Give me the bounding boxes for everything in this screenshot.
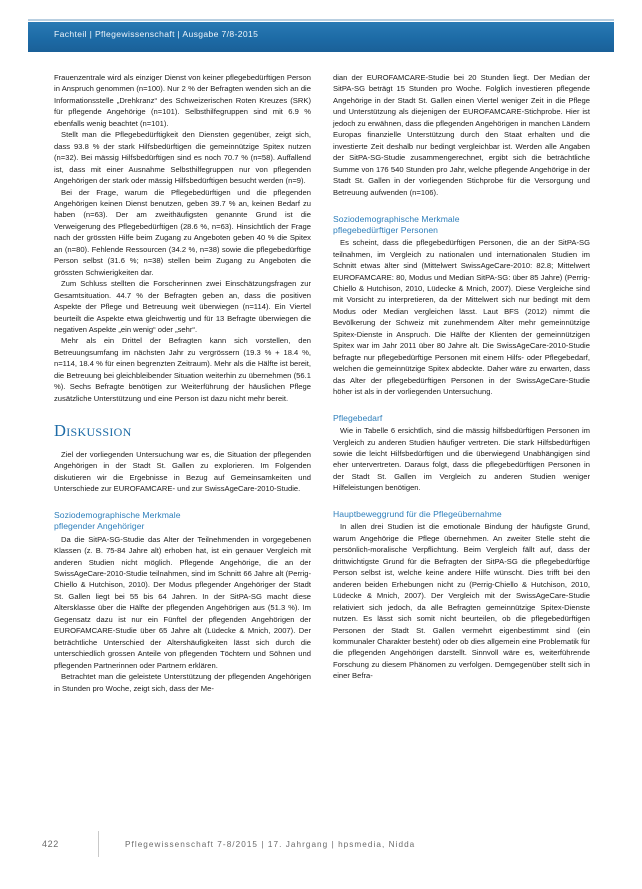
paragraph: Zum Schluss stellten die Forscherinnen zwei Einschätzungsfragen zur Gesamtsituation. 44.7 % der Befragten geben an, dass die positiven Aspekte der Pflege und Betreuung weit überwiegen (n=114). Ein Viertel beurteilt die Aspekte etwa gleichwertig und für 13 Befragte überwiegen die negativen Aspekte „ein wenig“ oder „sehr“. (54, 279, 311, 334)
footer-divider (98, 831, 99, 857)
page-number: 422 (42, 839, 59, 849)
paragraph: Es scheint, dass die pflegebedürftigen Personen, die an der SitPA-SG teilnahmen, im Vergleich zu nationalen und internationalen Studien im Schnitt etwas älter sind (Mittelwert SwissAgeCare-2010: 82.8; Mittelwert EUROFAMCARE: 80, Modus und Median SitPA-SG: über 85 Jahre) (Perrig-Chiello & Hutchison, 2010, Lüdecke & Mnich, 2007). Diese Vergleiche sind mit Vorsicht zu interpretieren, da der Mittelwert sich nur bedingt mit dem Modus oder Median vergleichen lässt. Laut BFS (2012) nimmt die Bevölkerung der Schweiz mit zunehmendem Alter mehr gemeinnützige Spitex-Dienste in Anspruch. Die Hälfte der Klienten der gemeinnützigen Spitex war im Jahr 2011 über 80 Jahre alt. Die SwissAgeCare-2010-Studie befragte nur pflegebedürftige Personen mit einem Hilfs- oder Pflegebedarf, welchen die gemeinnützige Spitex abdeckte. Daher wäre zu erwarten, dass das Alter der pflegebedürftigen Personen in der SwissAgeCare-Studie höher ist als in der vorliegenden Untersuchung. (333, 238, 590, 397)
subheading-line-1: Soziodemographische Merkmale (333, 213, 460, 224)
paragraph: In allen drei Studien ist die emotionale Bindung der häufigste Grund, warum Angehörige die Pflege übernehmen. An zweiter Stelle steht die persönlich-moralische Verpflichtung. Beim Vergleich fällt auf, dass der drittwichtigste Grund für die Befragten der SitPA-SG die pflegebedürftige Person selbst ist, welche keine andere Hilfe wünscht. Dies trifft bei den anderen beiden Erhebungen nicht zu (Perrig-Chiello & Hutchison, 2010, Lüdecke & Mnich, 2007). Der Vergleich mit der SwissAgeCare-Studie relativiert sich jedoch, da alle Befragten gemeinnützige Spitex-Dienste nutzen. Es lässt sich somit nicht beurteilen, ob die pflegebedürftigen Personen der Stadt St. Gallen vermehrt eigenbestimmt sind (ein kommunaler Charakter besteht) oder ob dies allgemein eine Problematik für die pflegenden Angehörigen darstellt. Sinnvoll wäre es, weiterführende Forschung zu diesem Phänomen zu verfolgen. Demgegenüber stellt sich in einer Befra- (333, 522, 590, 681)
paragraph: Ziel der vorliegenden Untersuchung war es, die Situation der pflegenden Angehörigen in der Stadt St. Gallen zu explorieren. Im Folgenden diskutieren wir die Ergebnisse in Bezug auf Gemeinsamkeiten und Unterschiede zur EUROFAMCARE- und zur SwissAgeCare-2010-Studie. (54, 449, 311, 493)
running-header-text: Fachteil | Pflegewissenschaft | Ausgabe 7/8-2015 (54, 29, 259, 39)
subheading-hauptbeweggrund: Hauptbeweggrund für die Pflegeübernahme (333, 508, 502, 519)
paragraph: Betrachtet man die geleistete Unterstützung der pflegenden Angehörigen in Stunden pro Woche, zeigt sich, dass der Me- (54, 672, 311, 693)
page-footer (42, 831, 602, 857)
right-column (333, 72, 590, 832)
subheading-line-1: Soziodemographische Merkmale (54, 510, 181, 521)
footer-imprint: Pflegewissenschaft 7-8/2015 | 17. Jahrgang | hpsmedia, Nidda (125, 839, 416, 849)
two-column-body (54, 72, 590, 832)
subheading-soziodemographische-merkmale-pflegebeduerftiger (333, 214, 590, 235)
section-heading-diskussion: Diskussion (54, 421, 132, 441)
paragraph: dian der EUROFAMCARE-Studie bei 20 Stunden liegt. Der Median der SitPA-SG beträgt 15 Stunden pro Woche. Folglich investieren pflegende Angehörige in der Stadt St. Gallen einen Viertel weniger Zeit in die Pflege und Unterstützung als diejenigen der EUROFAMCARE-Stichprobe. Hier ist jedoch zu erwähnen, dass die pflegenden Angehörigen in manchen Ländern Europas finanzielle Unterstützung durch den Staat erhalten und die investierte Zeit deshalb nur bedingt vergleichbar ist. Werden alle Angaben der SitPA-SG-Studie zusammengerechnet, ergibt sich die beträchtliche Summe von 176 540 Stunden pro Jahr, welche pflegende Angehörige in der Stadt St. Gallen in der vorliegenden Stichprobe für die Versorgung und Betreuung aufwenden (n=106). (333, 73, 590, 197)
paragraph: Stellt man die Pflegebedürftigkeit den Diensten gegenüber, zeigt sich, dass 93.8 % der stark Hilfsbedürftigen die gemeinnützige Spitex nutzen (n=32). Bei mässig Hilfsbedürftigen sind es noch 70.7 % (n=58). Auffallend ist, dass mit einer Ausnahme Selbsthilfegruppen nur von pflegenden Angehörigen der stark oder mässig Hilfsbedürftigen besucht werden (n=9). (54, 130, 311, 186)
subheading-line-2: pflegender Angehöriger (54, 521, 145, 532)
paragraph: Bei der Frage, warum die Pflegebedürftigen und die pflegenden Angehörigen keinen Dienst benutzen, geben 39.7 % an, keinen Bedarf zu haben (n=63). Der am zweithäufigsten genannte Grund ist die Verweigerung des Pflegebedürftigen (28.6 %, n=63). Hinsichtlich der Frage nach der grössten Hilfe beim Zugang zu Angeboten geben 40 % die Spitex an (n=80). Fehlende Ressourcen (34.2 %, n=38) sowie die pflegebedürftige Person selbst (31.6 %; n=38) stellen beim Zugang zu Angeboten die grössten Schwierigkeiten dar. (54, 187, 311, 277)
left-column (54, 72, 311, 832)
paragraph: Wie in Tabelle 6 ersichtlich, sind die mässig hilfsbedürftigen Personen im Vergleich zu anderen Studien häufiger vertreten. Die stark Hilfsbedürftigen sowie die leicht Hilfsbedürftigen und die überwiegend Unabhängigen sind eher untervertreten. Daraus folgt, dass die pflegebedürftigen Personen in der Stadt St. Gallen im Vergleich zu anderen Studien weniger Hilfeleistungen benötigen. (333, 426, 590, 493)
paragraph: Da die SitPA-SG-Studie das Alter der Teilnehmenden in vorgegebenen Klassen (z. B. 75-84 Jahre alt) erhoben hat, ist ein genauer Vergleich mit anderen Studien nicht möglich. Pflegende Angehörige, die an der SwissAgeCare-2010-Studie teilnahmen, sind im Schnitt 66 Jahre alt (Perrig-Chiello & Hutchison, 2010). Der Modus pflegender Angehöriger der Stadt St. Gallen liegt bei 55 bis 64 Jahren. In der SitPA-SG macht diese Altersklasse über die Hälfte der pflegenden Angehörigen aus (51.3 %). Im Gegensatz dazu ist nur ein Fünftel der pflegenden Angehörigen der EUROFAMCARE-Studie über 65 Jahre alt (Lüdecke & Mnich, 2007). Der beträchtliche Unterschied der Altershäufigkeiten lässt sich durch die unterschiedlich grossen Anteile von pflegenden Töchtern und Söhnen und pflegenden Partnerinnen oder Partnern erklären. (54, 534, 311, 670)
paragraph: Frauenzentrale wird als einziger Dienst von keiner pflegebedürftigen Person in Anspruch genommen (n=100). Nur 2 % der Befragten wenden sich an die Informationsstelle „Drehkranz“ des Schweizerischen Roten Kreuzes (SRK) für pflegende Angehörige (n=101). Selbsthilfegruppen sind mit 6.9 % ebenfalls wenig beachtet (n=101). (54, 73, 311, 128)
subheading-soziodemographische-merkmale-angehoeriger (54, 510, 311, 531)
paragraph: Mehr als ein Drittel der Befragten kann sich vorstellen, den Betreuungsumfang im nächsten Jahr zu vergrössern (19.3 % + 18.4 %, n=114, 18.4 % für einen begrenzten Zeitraum). Mehr als die Hälfte ist bereit, die Betreuung bei gleichbleibender Situation weiterhin zu übernehmen (56.1 %). Sechs Befragte benötigen zur Weiterführung der häuslichen Pflege zusätzliche Unterstützung und eine Person ist dazu nicht mehr bereit. (54, 336, 311, 403)
subheading-pflegebedarf: Pflegebedarf (333, 412, 383, 423)
subheading-line-2: pflegebedürftiger Personen (333, 224, 438, 235)
